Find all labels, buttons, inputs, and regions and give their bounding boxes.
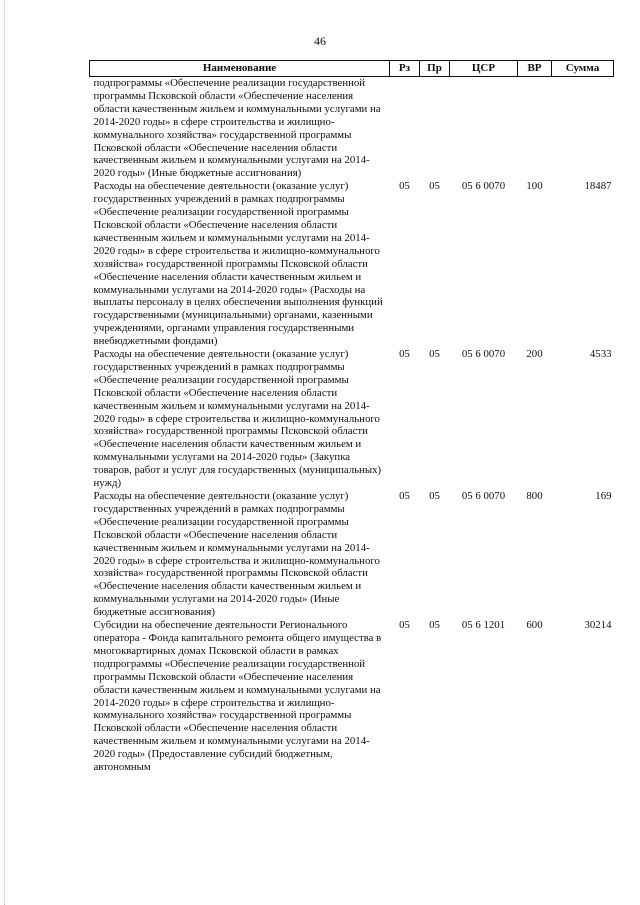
row-rz	[390, 77, 420, 181]
row-vr	[518, 77, 552, 181]
row-name: Субсидии на обеспечение деятельности Регионального оператора - Фонда капитального ремонта общего имущества в многоквартирных домах Псковской области в рамках подпрограммы «Обеспечение реализации государственной программы Псковской области «Обеспечение населения области качественным жильем и коммунальными услугами на 2014-2020 годы» в сфере строительства и жилищно-коммунального хозяйства» государственной программы Псковской области «Обеспечение населения области качественным жильем и коммунальными услугами на 2014-2020 годы» (Предоставление субсидий бюджетным, автономным	[93, 619, 382, 774]
page-number: 46	[314, 34, 326, 48]
table-row	[90, 348, 614, 490]
row-sum	[552, 77, 614, 181]
row-vr: 200	[526, 348, 543, 361]
row-rz: 05	[399, 490, 410, 502]
header-vr: ВР	[518, 61, 552, 77]
row-csr	[450, 77, 518, 181]
table-body	[90, 77, 614, 774]
table-row	[90, 180, 614, 348]
header-csr: ЦСР	[450, 61, 518, 77]
row-pr: 05	[429, 490, 440, 502]
header-rz: Рз	[390, 61, 420, 77]
table-row	[90, 77, 614, 181]
row-rz: 05	[399, 348, 410, 361]
row-rz: 05	[399, 619, 410, 632]
row-name: Расходы на обеспечение деятельности (оказание услуг) государственных учреждений в рамках подпрограммы «Обеспечение реализации государственной программы Псковской области «Обеспечение населения области качественным жильем и коммунальными услугами на 2014-2020 годы» в сфере строительства и жилищно-коммунального хозяйства» государственной программы Псковской области «Обеспечение населения области качественным жильем и коммунальными услугами на 2014-2020 годы» (Закупка товаров, работ и услуг для государственных (муниципальных) нужд)	[93, 348, 382, 490]
table-row	[90, 490, 614, 619]
row-rz: 05	[399, 180, 410, 193]
scan-edge	[4, 0, 6, 905]
row-vr: 600	[526, 619, 543, 632]
row-sum: 169	[595, 490, 612, 502]
row-pr: 05	[429, 619, 440, 632]
row-pr	[420, 77, 450, 181]
row-vr: 100	[526, 180, 543, 193]
row-pr: 05	[429, 348, 440, 361]
row-name: Расходы на обеспечение деятельности (оказание услуг) государственных учреждений в рамках подпрограммы «Обеспечение реализации государственной программы Псковской области «Обеспечение населения области качественным жильем и коммунальными услугами на 2014-2020 годы» в сфере строительства и жилищно-коммунального хозяйства» государственной программы Псковской области «Обеспечение населения области качественным жильем и коммунальными услугами на 2014-2020 годы» (Расходы на выплаты персоналу в целях обеспечения выполнения функций государственными (муниципальными) органами, казенными учреждениями, органами управления государственными внебюджетными фондами)	[93, 180, 383, 348]
row-sum: 4533	[589, 348, 612, 361]
table-row	[90, 619, 614, 774]
row-pr: 05	[429, 180, 440, 193]
header-row	[90, 61, 614, 77]
row-sum: 18487	[584, 180, 612, 193]
budget-table	[89, 60, 614, 774]
row-vr: 800	[526, 490, 543, 502]
row-name: подпрограммы «Обеспечение реализации государственной программы Псковской области «Обеспечение населения области качественным жильем и коммунальными услугами на 2014-2020 годы» в сфере строительства и жилищно-коммунального хозяйства» государственной программы Псковской области «Обеспечение населения области качественным жильем и коммунальными услугами на 2014-2020 годы» (Иные бюджетные ассигнования)	[93, 77, 381, 180]
row-csr: 05 6 0070	[461, 348, 506, 361]
row-csr: 05 6 1201	[461, 619, 506, 632]
header-pr: Пр	[420, 61, 450, 77]
row-csr: 05 6 0070	[461, 490, 506, 502]
header-name: Наименование	[90, 61, 390, 77]
table-header	[90, 61, 614, 77]
row-name: Расходы на обеспечение деятельности (оказание услуг) государственных учреждений в рамках подпрограммы «Обеспечение реализации государственной программы Псковской области «Обеспечение населения области качественным жильем и коммунальными услугами на 2014-2020 годы» в сфере строительства и жилищно-коммунального хозяйства» государственной программы Псковской области «Обеспечение населения области качественным жильем и коммунальными услугами на 2014-2020 годы» (Иные бюджетные ассигнования)	[93, 490, 380, 619]
header-sum: Сумма	[552, 61, 614, 77]
row-sum: 30214	[584, 619, 612, 632]
row-csr: 05 6 0070	[461, 180, 506, 193]
